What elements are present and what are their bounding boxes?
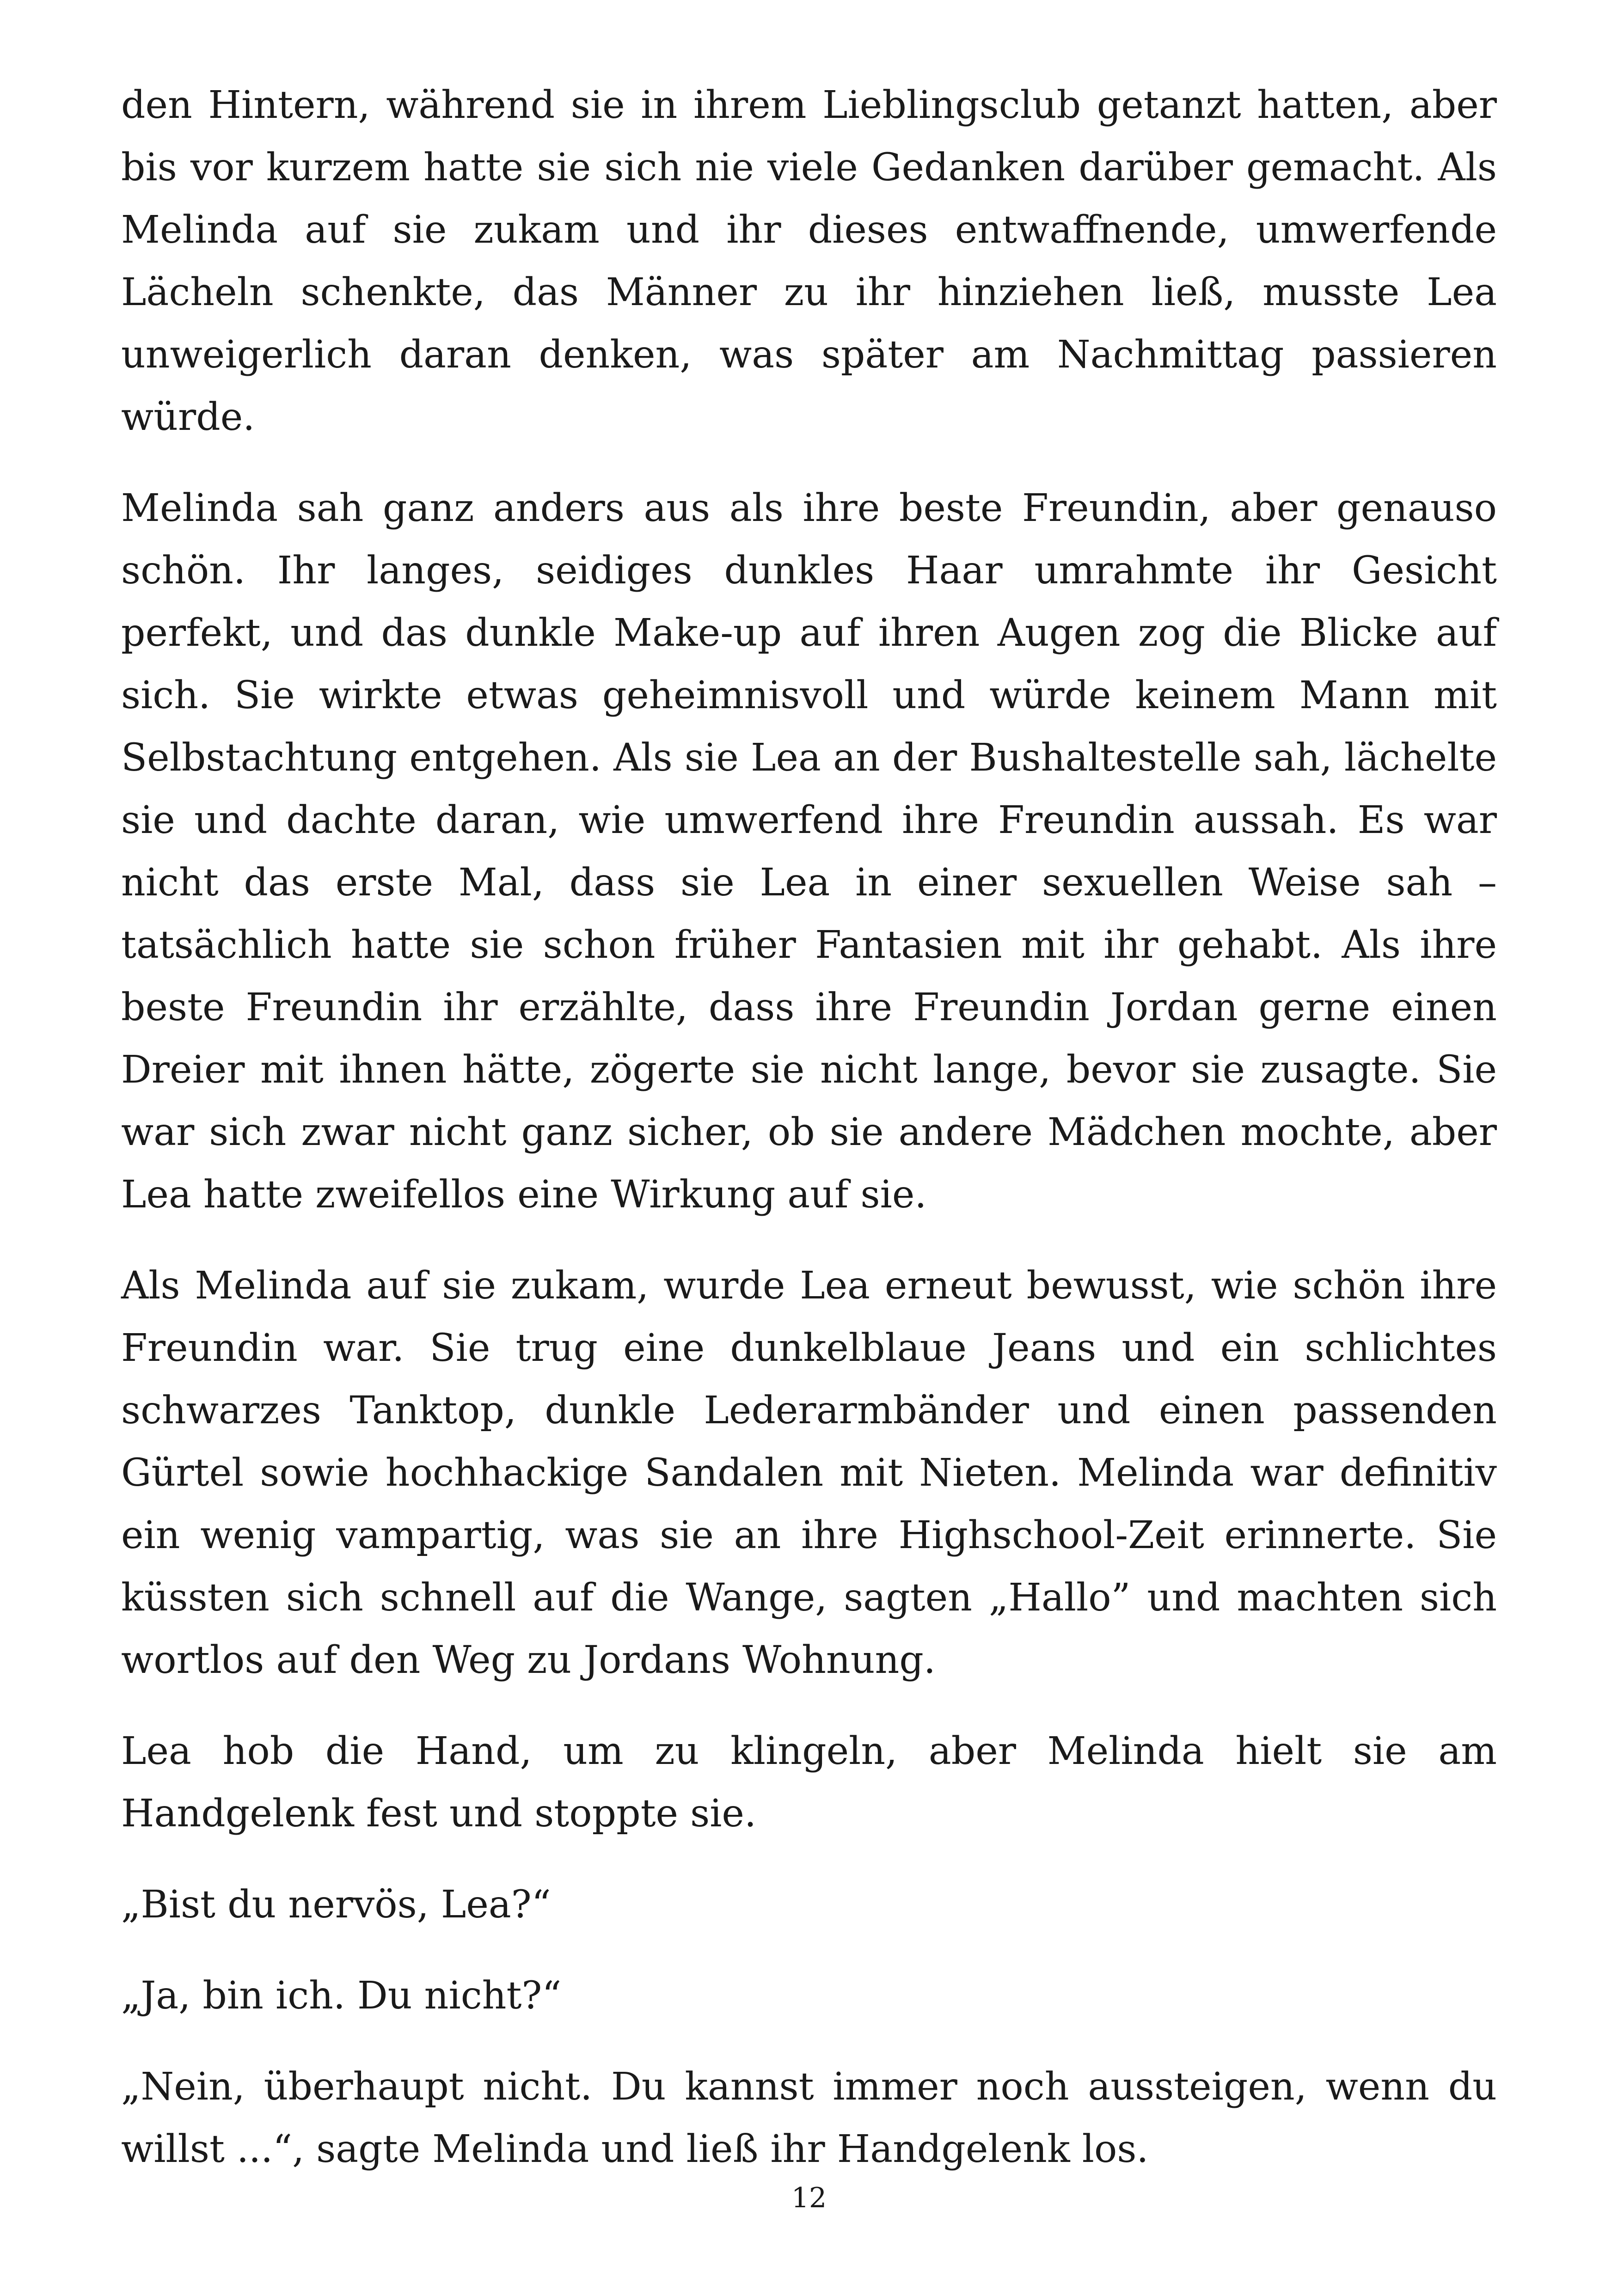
paragraph-6: „Ja, bin ich. Du nicht?“ bbox=[121, 1974, 562, 2018]
page-number: 12 bbox=[791, 2182, 827, 2214]
paragraph-2: Melinda sah ganz anders aus als ihre beste Freundin, aber genauso schön. Ihr langes, seidiges dunkles Haar umrahmte ihr Gesicht perfekt, und das dunkle Make-up auf ihren Augen zog die Blicke auf sich. Sie wirkte etwas geheimnisvoll und würde keinem Mann mit Selbstachtung entgehen. Als sie Lea an der Bushaltestelle sah, lächelte sie und dachte daran, wie umwerfend ihre Freundin aussah. Es war nicht das erste Mal, dass sie Lea in einer sexuellen Weise sah – tatsächlich hatte sie schon früher Fantasien mit ihr gehabt. Als ihre beste Freundin ihr erzählte, dass ihre Freundin Jordan gerne einen Dreier mit ihnen hätte, zögerte sie nicht lange, bevor sie zusagte. Sie war sich zwar nicht ganz sicher, ob sie andere Mädchen mochte, aber Lea hatte zweifellos eine Wirkung auf sie. bbox=[121, 486, 1497, 1217]
paragraph-4: Lea hob die Hand, um zu klingeln, aber Melinda hielt sie am Handgelenk fest und stoppte sie. bbox=[121, 1729, 1497, 1836]
paragraph-3: Als Melinda auf sie zukam, wurde Lea erneut bewusst, wie schön ihre Freundin war. Sie trug eine dunkelblaue Jeans und ein schlichtes schwarzes Tanktop, dunkle Lederarmbänder und einen passenden Gürtel sowie hochhackige Sandalen mit Nieten. Melinda war definitiv ein wenig vampartig, was sie an ihre Highschool-Zeit erinnerte. Sie küssten sich schnell auf die Wange, sagten „Hallo” und machten sich wortlos auf den Weg zu Jordans Wohnung. bbox=[121, 1264, 1497, 1682]
paragraph-5: „Bist du nervös, Lea?“ bbox=[121, 1883, 551, 1927]
paragraph-7: „Nein, überhaupt nicht. Du kannst immer noch aussteigen, wenn du willst ...“, sagte Melinda und ließ ihr Handgelenk los. bbox=[121, 2065, 1497, 2171]
paragraph-1: den Hintern, während sie in ihrem Lieblingsclub getanzt hatten, aber bis vor kurzem hatte sie sich nie viele Gedanken darüber gemacht. Als Melinda auf sie zukam und ihr dieses entwaffnende, umwerfende Lächeln schenkte, das Männer zu ihr hinziehen ließ, musste Lea unweigerlich daran denken, was später am Nachmittag passieren würde. bbox=[121, 83, 1497, 439]
page-body bbox=[121, 74, 1497, 2209]
